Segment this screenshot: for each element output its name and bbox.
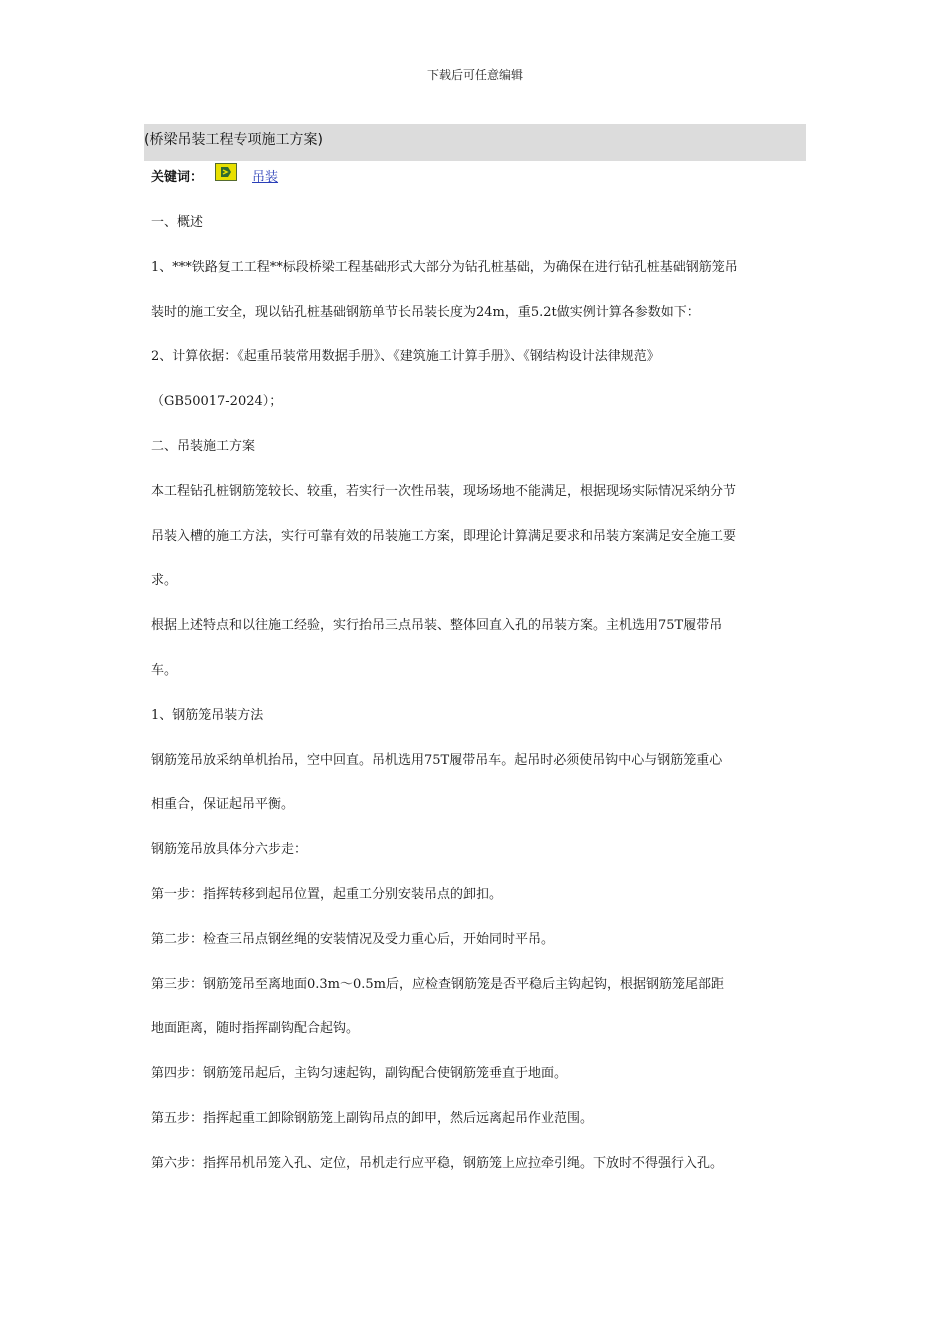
text-line: 车。 [151, 663, 178, 678]
title-bar [144, 124, 806, 161]
text-line: 地面距离，随时指挥副钩配合起钩。 [151, 1021, 360, 1037]
text-line: 根据上述特点和以往施工经验，实行抬吊三点吊装、整体回直入孔的吊装方案。主机选用75T履带吊 [151, 618, 723, 634]
text-line: 求。 [151, 573, 178, 589]
text-line: 1、钢筋笼吊装方法 [151, 707, 264, 723]
text-line: 一、概述 [151, 215, 204, 230]
keyword-link-hoisting[interactable]: 吊装 [252, 169, 279, 185]
text-line: 第五步：指挥起重工卸除钢筋笼上副钩吊点的卸甲，然后远离起吊作业范围。 [151, 1111, 594, 1126]
page-header: 下载后可任意编辑 [426, 68, 523, 82]
keywords-row [151, 163, 278, 187]
text-line: 本工程钻孔桩钢筋笼较长、较重，若实行一次性吊装，现场场地不能满足，根据现场实际情况采纳分节 [151, 483, 737, 499]
text-line: 第三步：钢筋笼吊至离地面0.3m～0.5m后，应检查钢筋笼是否平稳后主钩起钩，根据钢筋笼尾部距 [151, 976, 725, 992]
text-line: 第六步：指挥吊机吊笼入孔、定位，吊机走行应平稳，钢筋笼上应拉牵引绳。下放时不得强行入孔。 [151, 1155, 724, 1171]
text-line: （GB50017-2024）； [151, 394, 283, 410]
text-line: 第二步：检查三吊点钢丝绳的安装情况及受力重心后，开始同时平吊。 [151, 931, 555, 947]
keywords-label: 关键词： [151, 169, 204, 185]
text-line: 钢筋笼吊放具体分六步走： [151, 842, 308, 858]
text-line: 二、吊装施工方案 [151, 439, 256, 454]
text-line: 第一步：指挥转移到起吊位置，起重工分别安装吊点的卸扣。 [151, 887, 503, 902]
text-line: 第四步：钢筋笼吊起后，主钩匀速起钩，副钩配合使钢筋笼垂直于地面。 [151, 1066, 568, 1082]
text-line: 装时的施工安全，现以钻孔桩基础钢筋单节长吊装长度为24m，重5.2t做实例计算各参数如下： [151, 304, 700, 320]
text-line: 1、***铁路复工工程**标段桥梁工程基础形式大部分为钻孔桩基础，为确保在进行钻孔桩基础钢筋笼吊 [151, 259, 738, 275]
text-line: 钢筋笼吊放采纳单机抬吊，空中回直。吊机选用75T履带吊车。起吊时必须使吊钩中心与钢筋笼重心 [151, 752, 723, 768]
text-line: 相重合，保证起吊平衡。 [151, 797, 295, 813]
text-line: 吊装入槽的施工方法，实行可靠有效的吊装施工方案，即理论计算满足要求和吊装方案满足安全施工要 [151, 528, 737, 544]
document-title: (桥梁吊装工程专项施工方案) [144, 132, 323, 148]
doc-tag-icon[interactable] [215, 163, 237, 181]
text-line: 2、计算依据：《起重吊装常用数据手册》、《建筑施工计算手册》、《钢结构设计法律规范》 [151, 349, 660, 365]
